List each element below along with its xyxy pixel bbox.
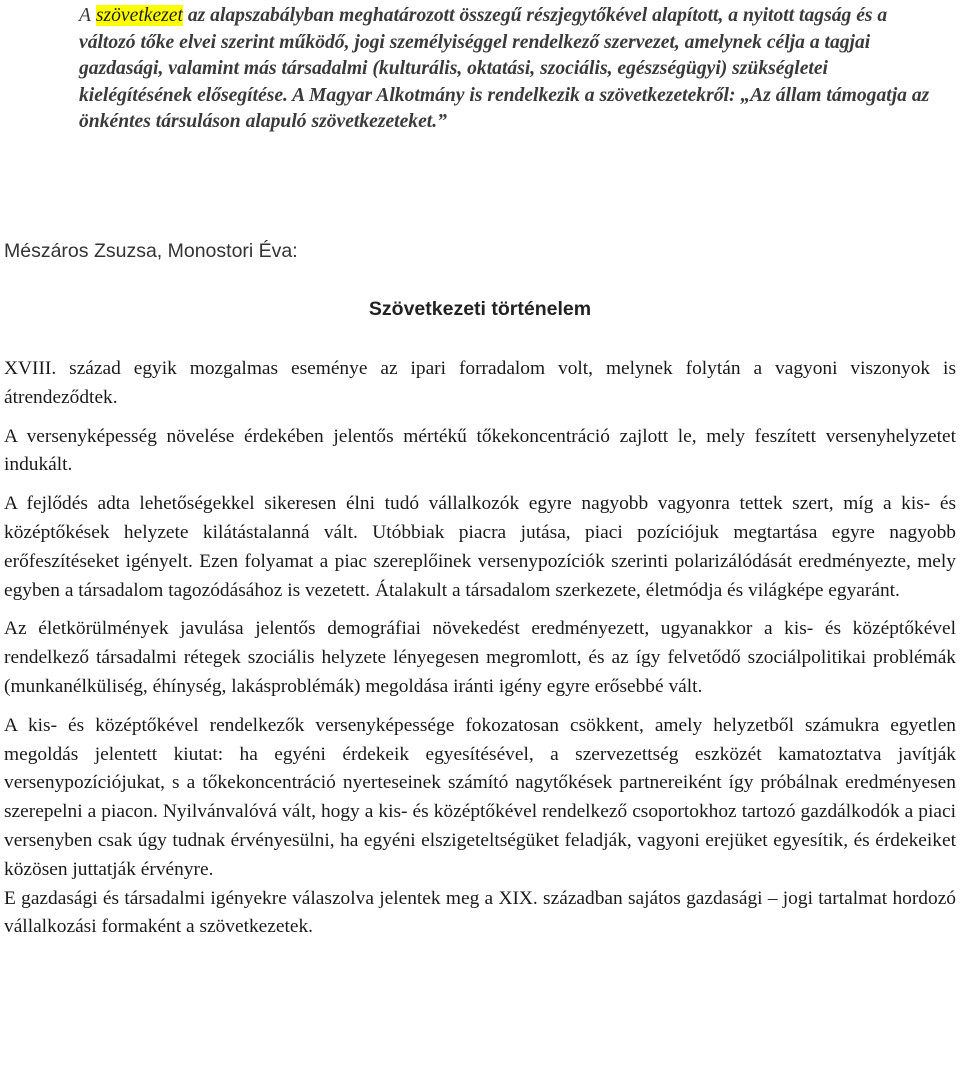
paragraph: Az életkörülmények javulása jelentős demográfiai növekedést eredményezett, ugyanakkor a kis- és középtőkével rendelkező társadalmi rétegek szociális helyzete lényegesen megromlott, és az így felvetődő szociálpolitikai problémák (munkanélküliség, éhínység, lakásproblémák) megoldása iránti igény egyre erősebbé vált.: [4, 618, 956, 697]
authors-line: Mészáros Zsuzsa, Monostori Éva:: [4, 240, 298, 262]
body-text: [4, 355, 956, 942]
paragraph: A versenyképesség növelése érdekében jelentős mértékű tőkekoncentráció zajlott le, mely feszített versenyhelyzetet indukált.: [4, 425, 956, 476]
highlighted-term: szövetkezet: [95, 5, 183, 26]
definition-intro: [79, 3, 931, 136]
paragraph: XVIII. század egyik mozgalmas eseménye az ipari forradalom volt, melynek folytán a vagyoni viszonyok is átrendeződtek.: [4, 358, 956, 408]
paragraph: E gazdasági és társadalmi igényekre válaszolva jelentek meg a XIX. században sajátos gazdasági – jogi tartalmat hordozó vállalkozási formaként a szövetkezetek.: [4, 887, 956, 938]
section-heading: Szövetkezeti történelem: [368, 298, 592, 320]
intro-first-word: A: [79, 5, 91, 26]
intro-text: az alapszabályban meghatározott összegű részjegytőkével alapított, a nyitott tagság és a változó tőke elvei szerint működő, jogi személyiséggel rendelkező szervezet, amelynek célja a tagjai gazdasági, valamint más társadalmi (kulturális, oktatási, szociális, egészségügyi) szükségletei kielégítésének elősegítése. A Magyar Alkotmány is rendelkezik a szövetkezetekről: „Az állam támogatja az önkéntes társuláson alapuló szövetkezeteket.”: [79, 5, 930, 133]
paragraph: A fejlődés adta lehetőségekkel sikeresen élni tudó vállalkozók egyre nagyobb vagyonra tettek szert, míg a kis- és középtőkések helyzete kilátástalanná vált. Utóbbiak piacra jutása, piaci pozíciójuk megtartása egyre nagyobb erőfeszítéseket igényelt. Ezen folyamat a piac szereplőinek versenypozíciók szerinti polarizálódását eredményezte, mely egyben a társadalom tagozódásához is vezetett. Átalakult a társadalom szerkezete, életmódja és világképe egyaránt.: [4, 493, 956, 601]
paragraph: A kis- és középtőkével rendelkezők versenyképessége fokozatosan csökkent, amely helyzetből számukra egyetlen megoldás jelentett kiutat: ha egyéni érdekeik egyesítésével, a szervezettség eszközét kamatoztatva javítják versenypozíciójukat, s a tőkekoncentráció nyerteseinek számító nagytőkések partnereiként így próbálnak eredményesen szerepelni a piacon. Nyilvánvalóvá vált, hogy a kis- és középtőkével rendelkező csoportokhoz tartozó gazdálkodók a piaci versenyben csak úgy tudnak érvényesülni, ha egyéni elszigeteltségüket feladják, vagyoni erejüket egyesítik, és érdekeiket közösen juttatják érvényre.: [4, 714, 956, 880]
